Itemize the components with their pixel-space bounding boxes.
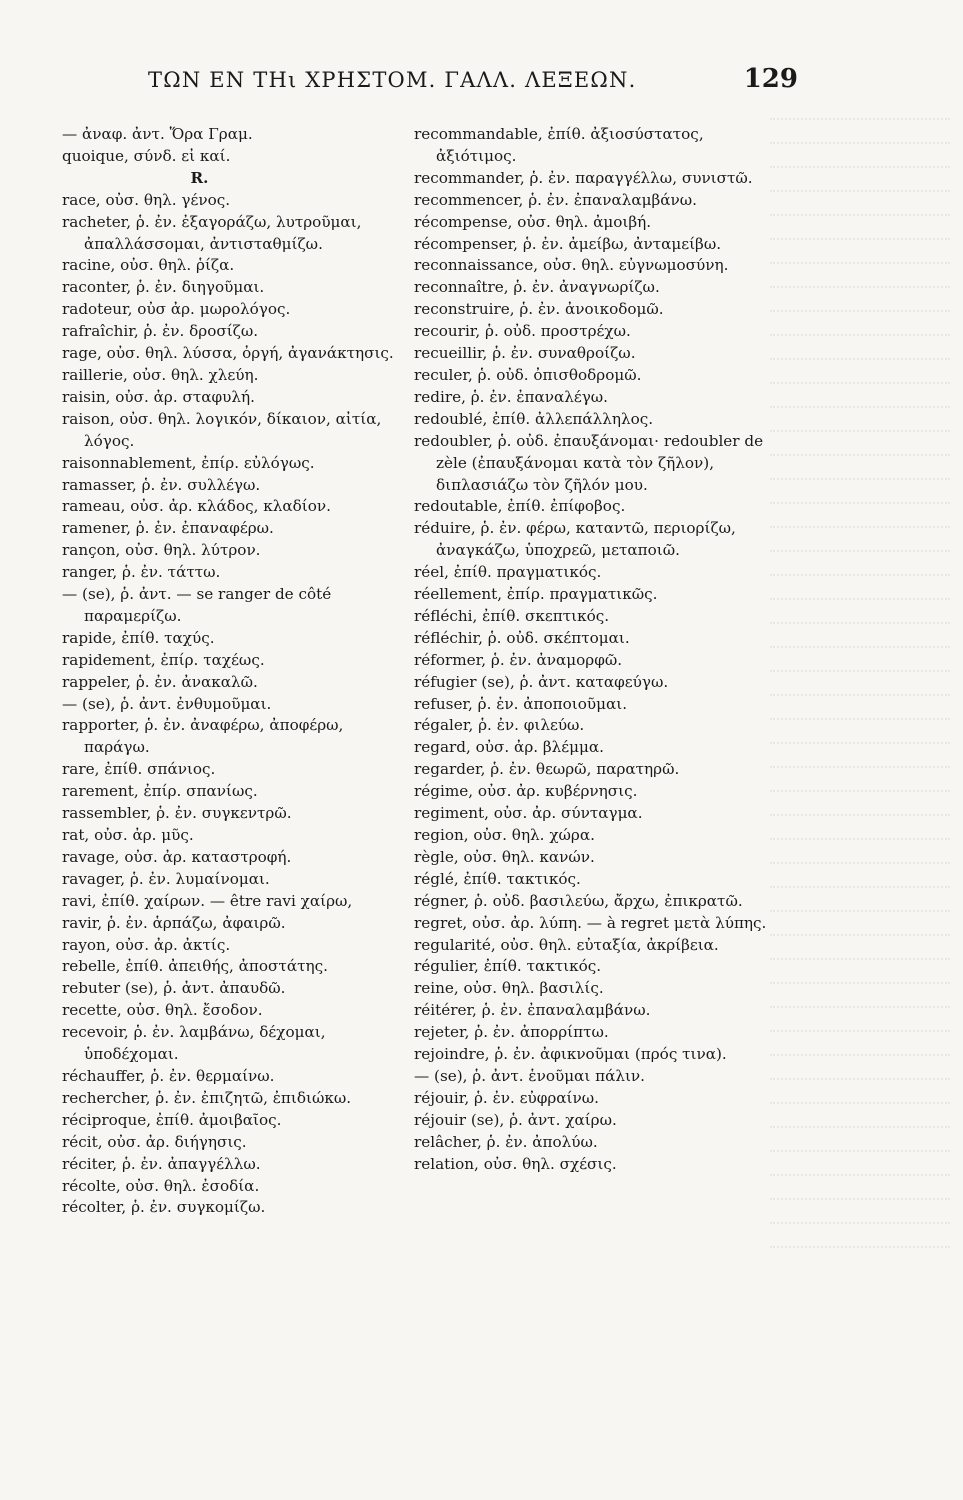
dictionary-entry: rage, οὐσ. θηλ. λύσσα, ὀργή, ἀγανάκτησις. <box>62 344 394 363</box>
dictionary-entry: relâcher, ῥ. ἐν. ἀπολύω. <box>414 1132 598 1151</box>
dictionary-entry: rejeter, ῥ. ἐν. ἀπορρίπτω. <box>414 1023 609 1042</box>
dictionary-entry: rebelle, ἐπίθ. ἀπειθής, ἀποστάτης. <box>62 957 328 976</box>
dictionary-entry: racine, οὐσ. θηλ. ῥίζα. <box>62 256 235 275</box>
dictionary-entry: réjouir (se), ῥ. ἀντ. χαίρω. <box>414 1110 617 1129</box>
dictionary-entry: récompense, οὐσ. θηλ. ἀμοιβή. <box>414 212 652 231</box>
dictionary-entry: refuser, ῥ. ἐν. ἀποποιοῦμαι. <box>414 694 628 713</box>
dictionary-entry: raison, οὐσ. θηλ. λογικόν, δίκαιον, αἰτία, λόγος. <box>62 409 382 450</box>
dictionary-entry: recourir, ῥ. οὐδ. προστρέχω. <box>414 322 631 341</box>
dictionary-entry: réglé, ἐπίθ. τακτικός. <box>414 869 581 888</box>
dictionary-entry: rafraîchir, ῥ. ἐν. δροσίζω. <box>62 322 259 341</box>
dictionary-entry: redoubler, ῥ. οὐδ. ἐπαυξάνομαι· redoubler de zèle (ἐπαυξάνομαι κατὰ τὸν ζῆλον), διπλασιάζω τὸν ζῆλόν μου. <box>414 431 764 494</box>
bleed-through-texture <box>770 96 950 1416</box>
dictionary-entry: reconnaissance, οὐσ. θηλ. εὐγνωμοσύνη. <box>414 256 729 275</box>
dictionary-entry: raisonnablement, ἐπίρ. εὐλόγως. <box>62 453 315 472</box>
dictionary-entry: — ἀναφ. ἀντ. Ὅρα Γραμ. <box>62 125 253 143</box>
dictionary-entry: régulier, ἐπίθ. τακτικός. <box>414 957 602 976</box>
right-column <box>414 124 774 1176</box>
dictionary-entry: recommandable, ἐπίθ. ἀξιοσύστατος, ἀξιότιμος. <box>414 125 704 165</box>
dictionary-entry: rarement, ἐπίρ. σπανίως. <box>62 782 258 801</box>
dictionary-entry: reconstruire, ῥ. ἐν. ἀνοικοδομῶ. <box>414 300 664 319</box>
dictionary-entry: réfléchi, ἐπίθ. σκεπτικός. <box>414 606 610 625</box>
dictionary-entry: recommencer, ῥ. ἐν. ἐπαναλαμβάνω. <box>414 190 697 209</box>
dictionary-entry: — (se), ῥ. ἀντ. — se ranger de côté παραμερίζω. <box>62 585 332 625</box>
dictionary-entry: reine, οὐσ. θηλ. βασιλίς. <box>414 979 604 998</box>
dictionary-entry: recette, οὐσ. θηλ. ἔσοδον. <box>62 1001 263 1020</box>
dictionary-entry: rassembler, ῥ. ἐν. συγκεντρῶ. <box>62 804 292 823</box>
dictionary-entry: rançon, οὐσ. θηλ. λύτρον. <box>62 541 261 560</box>
dictionary-entry: réellement, ἐπίρ. πραγματικῶς. <box>414 585 658 604</box>
dictionary-entry: rebuter (se), ῥ. ἀντ. ἀπαυδῶ. <box>62 979 286 998</box>
dictionary-entry: regard, οὐσ. ἀρ. βλέμμα. <box>414 738 604 757</box>
dictionary-entry: region, οὐσ. θηλ. χώρα. <box>414 826 595 844</box>
dictionary-entry: recommander, ῥ. ἐν. παραγγέλλω, συνιστῶ. <box>414 168 753 187</box>
dictionary-entry: réfléchir, ῥ. οὐδ. σκέπτομαι. <box>414 628 630 647</box>
dictionary-entry: ravir, ῥ. ἐν. ἁρπάζω, ἀφαιρῶ. <box>62 913 286 932</box>
dictionary-entry: ranger, ῥ. ἐν. τάττω. <box>62 563 221 582</box>
dictionary-entry: recevoir, ῥ. ἐν. λαμβάνω, δέχομαι, ὑποδέχομαι. <box>62 1023 326 1064</box>
dictionary-entry: récit, οὐσ. ἀρ. διήγησις. <box>62 1132 247 1151</box>
dictionary-entry: régime, οὐσ. ἀρ. κυβέρνησις. <box>414 782 638 801</box>
dictionary-entry: réduire, ῥ. ἐν. φέρω, καταντῶ, περιορίζω, ἀναγκάζω, ὑποχρεῶ, μεταποιῶ. <box>414 519 736 560</box>
dictionary-entry: régaler, ῥ. ἐν. φιλεύω. <box>414 716 585 735</box>
dictionary-entry: regarder, ῥ. ἐν. θεωρῶ, παρατηρῶ. <box>414 760 680 779</box>
dictionary-entry: réformer, ῥ. ἐν. ἀναμορφῶ. <box>414 650 623 669</box>
dictionary-entry: rayon, οὐσ. ἀρ. ἀκτίς. <box>62 935 231 954</box>
page-header <box>60 64 900 104</box>
dictionary-entry: régner, ῥ. οὐδ. βασιλεύω, ἄρχω, ἐπικρατῶ. <box>414 891 743 910</box>
dictionary-entry: réciproque, ἐπίθ. ἀμοιβαῖος. <box>62 1110 282 1129</box>
left-column <box>62 124 397 1219</box>
dictionary-entry: relation, οὐσ. θηλ. σχέσις. <box>414 1154 617 1173</box>
dictionary-entry: rat, οὐσ. ἀρ. μῦς. <box>62 826 194 844</box>
dictionary-entry: ravager, ῥ. ἐν. λυμαίνομαι. <box>62 869 270 888</box>
dictionary-entry: regularité, οὐσ. θηλ. εὐταξία, ἀκρίβεια. <box>414 935 719 954</box>
dictionary-entry: ravi, ἐπίθ. χαίρων. — être ravi χαίρω, <box>62 891 353 910</box>
dictionary-entry: réfugier (se), ῥ. ἀντ. καταφεύγω. <box>414 672 669 691</box>
dictionary-entry: réel, ἐπίθ. πραγματικός. <box>414 563 602 582</box>
dictionary-entry: rapide, ἐπίθ. ταχύς. <box>62 628 215 647</box>
dictionary-entry: raconter, ῥ. ἐν. διηγοῦμαι. <box>62 278 265 297</box>
dictionary-entry: ramasser, ῥ. ἐν. συλλέγω. <box>62 475 261 494</box>
dictionary-entry: regiment, οὐσ. ἀρ. σύνταγμα. <box>414 804 643 823</box>
dictionary-entry: reconnaître, ῥ. ἐν. ἀναγνωρίζω. <box>414 278 660 297</box>
dictionary-entry: racheter, ῥ. ἐν. ἐξαγοράζω, λυτροῦμαι, ἀπαλλάσσομαι, ἀντισταθμίζω. <box>62 212 362 253</box>
dictionary-entry: radoteur, οὐσ ἀρ. μωρολόγος. <box>62 300 291 319</box>
dictionary-entry: récolte, οὐσ. θηλ. ἐσοδία. <box>62 1176 260 1195</box>
dictionary-entry: redoutable, ἐπίθ. ἐπίφοβος. <box>414 497 626 516</box>
dictionary-entry: rameau, οὐσ. ἀρ. κλάδος, κλαδίον. <box>62 497 331 516</box>
dictionary-entry: rejoindre, ῥ. ἐν. ἀφικνοῦμαι (πρός τινα). <box>414 1045 727 1064</box>
dictionary-entry: race, οὐσ. θηλ. γένος. <box>62 190 231 209</box>
dictionary-entry: redire, ῥ. ἐν. ἐπαναλέγω. <box>414 387 609 406</box>
dictionary-entry: rapidement, ἐπίρ. ταχέως. <box>62 650 265 669</box>
dictionary-entry: raisin, οὐσ. ἀρ. σταφυλή. <box>62 387 255 406</box>
dictionary-entry: réchauffer, ῥ. ἐν. θερμαίνω. <box>62 1066 275 1085</box>
dictionary-entry: rare, ἐπίθ. σπάνιος. <box>62 760 216 779</box>
dictionary-entry: règle, οὐσ. θηλ. κανών. <box>414 847 595 866</box>
dictionary-entry: — (se), ῥ. ἀντ. ἑνοῦμαι πάλιν. <box>414 1066 645 1085</box>
dictionary-entry: rechercher, ῥ. ἐν. ἐπιζητῶ, ἐπιδιώκω. <box>62 1088 352 1107</box>
dictionary-entry: — (se), ῥ. ἀντ. ἐνθυμοῦμαι. <box>62 694 272 713</box>
dictionary-entry: redoublé, ἐπίθ. ἀλλεπάλληλος. <box>414 409 654 428</box>
running-title: ΤΩΝ ΕΝ ΤΗι ΧΡΗΣΤΟΜ. ΓΑΛΛ. ΛΕΞΕΩΝ. <box>148 68 637 92</box>
dictionary-entry: quoique, σύνδ. εἰ καί. <box>62 146 231 165</box>
dictionary-entry: rappeler, ῥ. ἐν. ἀνακαλῶ. <box>62 672 258 691</box>
dictionary-entry: réciter, ῥ. ἐν. ἀπαγγέλλω. <box>62 1154 261 1173</box>
page-number: 129 <box>743 64 798 94</box>
section-letter: R. <box>190 168 209 187</box>
dictionary-entry: recueillir, ῥ. ἐν. συναθροίζω. <box>414 344 636 363</box>
dictionary-entry: rapporter, ῥ. ἐν. ἀναφέρω, ἀποφέρω, παράγω. <box>62 716 344 757</box>
dictionary-entry: réjouir, ῥ. ἐν. εὐφραίνω. <box>414 1088 599 1107</box>
dictionary-entry: réitérer, ῥ. ἐν. ἐπαναλαμβάνω. <box>414 1001 651 1020</box>
dictionary-entry: récolter, ῥ. ἐν. συγκομίζω. <box>62 1198 266 1217</box>
dictionary-entry: reculer, ῥ. οὐδ. ὀπισθοδρομῶ. <box>414 365 642 384</box>
dictionary-entry: regret, οὐσ. ἀρ. λύπη. — à regret μετὰ λύπης. <box>414 913 767 932</box>
dictionary-entry: ravage, οὐσ. ἀρ. καταστροφή. <box>62 847 292 866</box>
dictionary-entry: ramener, ῥ. ἐν. ἐπαναφέρω. <box>62 519 274 538</box>
dictionary-entry: récompenser, ῥ. ἐν. ἀμείβω, ἀνταμείβω. <box>414 234 722 253</box>
dictionary-entry: raillerie, οὐσ. θηλ. χλεύη. <box>62 365 259 384</box>
